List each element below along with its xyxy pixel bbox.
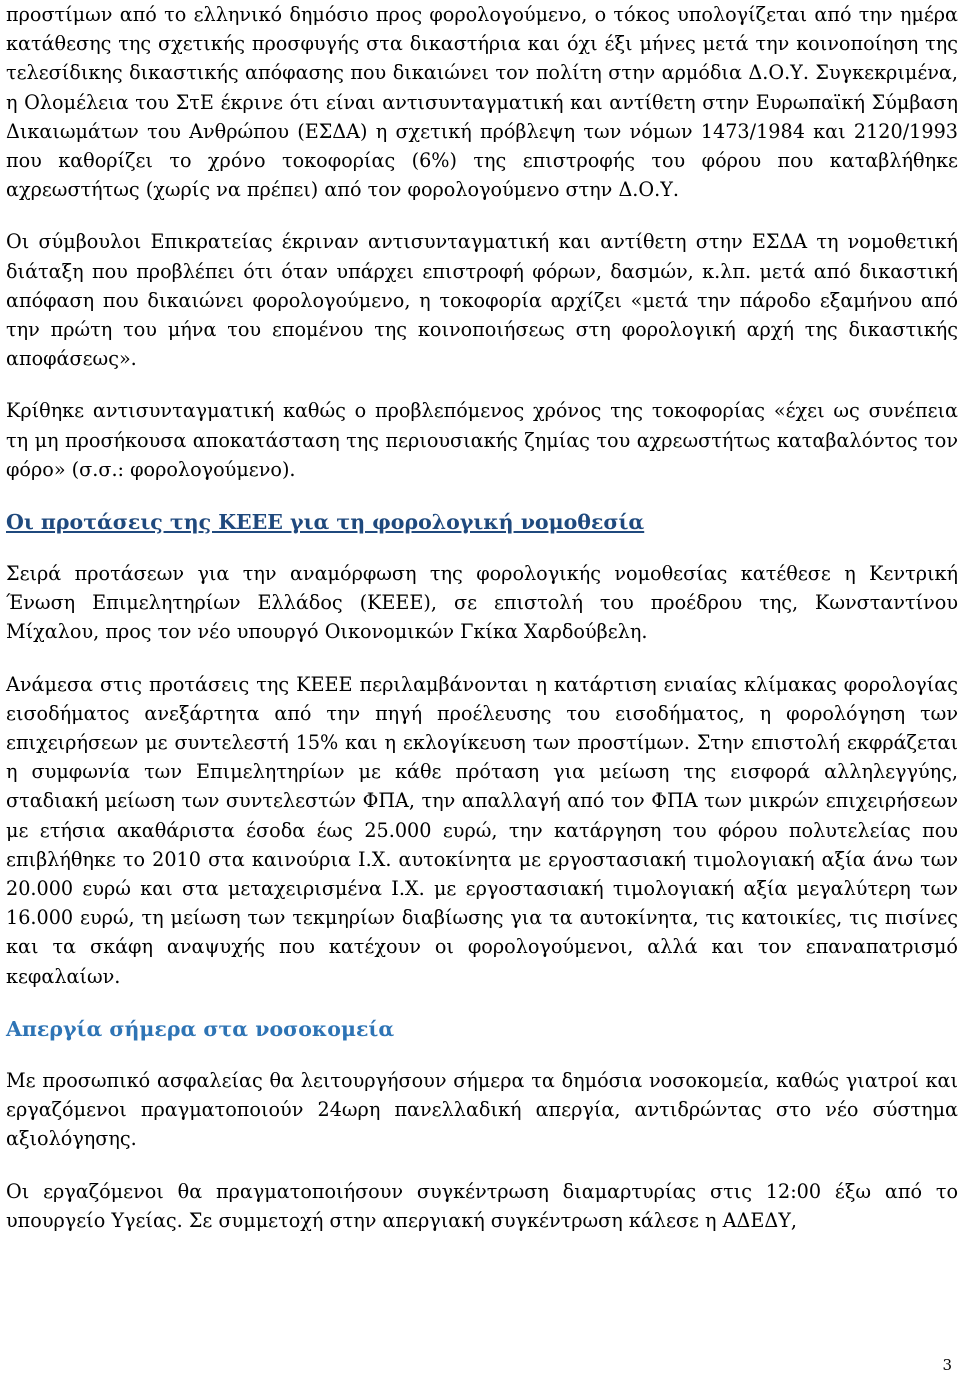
body-paragraph: Με προσωπικό ασφαλείας θα λειτουργήσουν σήμερα τα δημόσια νοσοκομεία, καθώς γιατροί και εργαζόμενοι πραγματοποιούν 24ωρη πανελλαδική απεργία, αντιδρώντας στο νέο σύστημα αξιολόγησης. <box>6 1068 958 1151</box>
body-paragraph: Οι εργαζόμενοι θα πραγματοποιήσουν συγκέντρωση διαμαρτυρίας στις 12:00 έξω από το υπουργείο Υγείας. Σε συμμετοχή στην απεργιακή συγκέντρωση κάλεσε η ΑΔΕΔΥ, <box>6 1179 958 1232</box>
body-paragraph: Κρίθηκε αντισυνταγματική καθώς ο προβλεπόμενος χρόνος της τοκοφορίας «έχει ως συνέπεια τη μη προσήκουσα αποκατάσταση της περιουσιακής ζημίας του αχρεωστήτως καταβαλόντος τον φόρο» (σ.σ.: φορολογούμενο). <box>6 399 958 481</box>
page-number: 3 <box>942 1356 952 1374</box>
body-paragraph: προστίμων από το ελληνικό δημόσιο προς φορολογούμενο, ο τόκος υπολογίζεται από την ημέρα κατάθεσης της σχετικής προσφυγής στα δικαστήρια και όχι έξι μήνες μετά την κοινοποίηση της τελεσίδικης δικαστικής απόφασης που δικαιώνει τον πολίτη στην αρμόδια Δ.Ο.Υ. Συγκεκριμένα, η Ολομέλεια του ΣτΕ έκρινε ότι είναι αντισυνταγματική και αντίθετη στην Ευρωπαϊκή Σύμβαση Δικαιωμάτων του Ανθρώπου (ΕΣΔΑ) η σχετική πρόβλεψη των νόμων 1473/1984 και 2120/1993 που καθορίζει το χρόνο τοκοφορίας (6%) της επιστροφής του φόρου που καταβλήθηκε αχρεωστήτως (χωρίς να πρέπει) από τον φορολογούμενο στην Δ.Ο.Υ. <box>6 3 958 202</box>
body-paragraph: Οι σύμβουλοι Επικρατείας έκριναν αντισυνταγματική και αντίθετη στην ΕΣΔΑ τη νομοθετική διάταξη που προβλέπει ότι όταν υπάρχει επιστροφή φόρων, δασμών, κ.λπ. μετά από δικαστική απόφαση που δικαιώνει φορολογούμενο, η τοκοφορία αρχίζει «μετά την πάροδο εξαμήνου από την πρώτη του μήνα του επομένου της κοινοποιήσεως στη φορολογική αρχή της δικαστικής αποφάσεως». <box>6 230 958 371</box>
body-paragraph: Ανάμεσα στις προτάσεις της ΚΕΕΕ περιλαμβάνονται η κατάρτιση ενιαίας κλίμακας φορολογίας εισοδήματος ανεξάρτητα από την πηγή προέλευσης του εισοδήματος, η φορολόγηση των επιχειρήσεων με συντελεστή 15% και η εκλογίκευση των προστίμων. Στην επιστολή εκφράζεται η συμφωνία των Επιμελητηρίων με κάθε πρόταση για μείωση της εισφορά αλληλεγγύης, σταδιακή μείωση των συντελεστών ΦΠΑ, την απαλλαγή από τον ΦΠΑ των μικρών επιχειρήσεων με ετήσια ακαθάριστα έσοδα έως 25.000 ευρώ, την κατάργηση του φόρου πολυτελείας που επιβλήθηκε το 2010 στα καινούρια Ι.Χ. αυτοκίνητα με εργοστασιακή τιμολογιακή αξία άνω των 20.000 ευρώ και στα μεταχειρισμένα Ι.Χ. με εργοστασιακή τιμολογιακή αξία μεγαλύτερη των 16.000 ευρώ, τη μείωση των τεκμηρίων διαβίωσης για τα αυτοκίνητα, τις κατοικίες, τις πισίνες και τα σκάφη αναψυχής που κατέχουν οι φορολογούμενοι, αλλά και τον επαναπατρισμό κεφαλαίων. <box>6 672 958 988</box>
section-heading-keee: Οι προτάσεις της ΚΕΕΕ για τη φορολογική νομοθεσία <box>6 510 645 535</box>
body-paragraph: Σειρά προτάσεων για την αναμόρφωση της φορολογικής νομοθεσίας κατέθεσε η Κεντρική Ένωση Επιμελητηρίων Ελλάδος (ΚΕΕΕ), σε επιστολή του προέδρου της, Κωνσταντίνου Μίχαλου, προς τον νέο υπουργό Οικονομικών Γκίκα Χαρδούβελη. <box>6 562 958 644</box>
section-heading-strike: Απεργία σήμερα στα νοσοκομεία <box>6 1016 395 1041</box>
document-page <box>6 0 958 1235</box>
